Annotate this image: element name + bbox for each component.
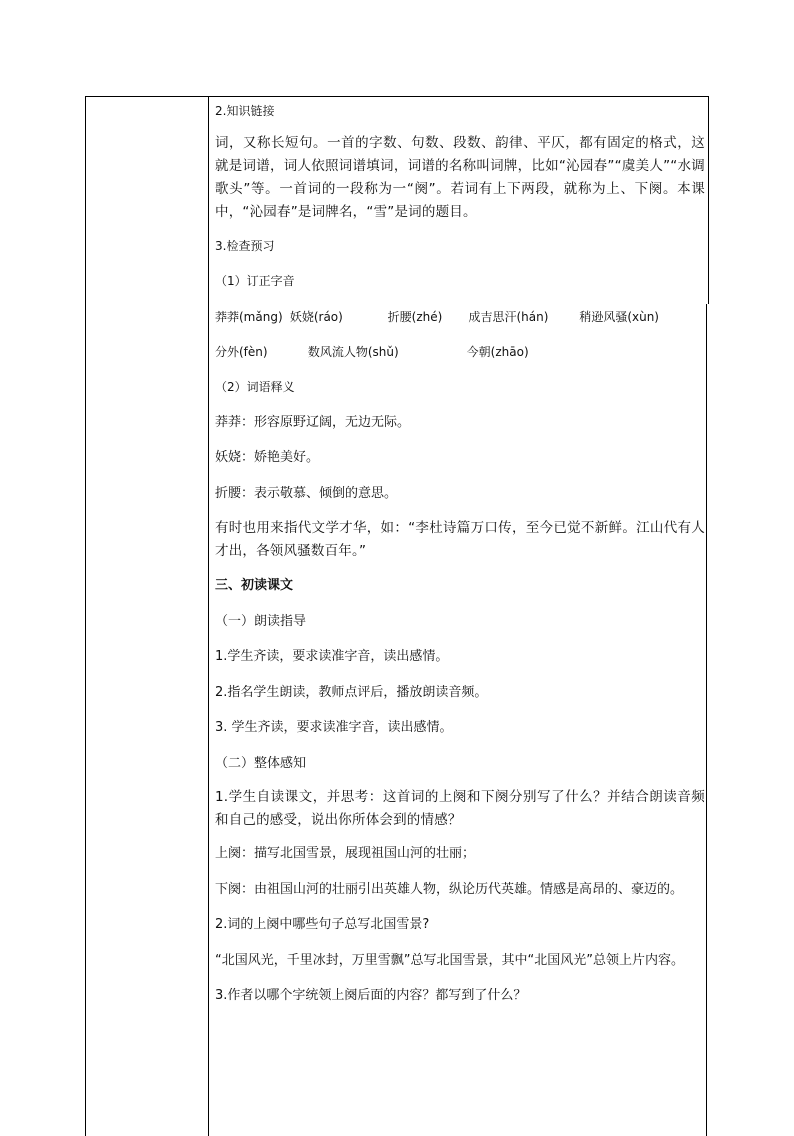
pronunciation-item: 妖娆(ráo)	[289, 310, 343, 324]
pronunciation-item: 今朝(zhāo)	[466, 345, 529, 359]
reading-step-3: 3. 学生齐读，要求读准字音，读出感情。	[215, 720, 453, 735]
question-2: 2.词的上阕中哪些句子总写北国雪景?	[215, 917, 430, 932]
pronunciation-item: 莽莽(mǎng)	[215, 310, 283, 324]
pronunciation-item: 折腰(zhé)	[387, 310, 443, 324]
lesson-table	[85, 96, 709, 1136]
lower-que-summary: 下阕：由祖国山河的壮丽引出英雄人物，纵论历代英雄。情感是高昂的、豪迈的。	[215, 882, 684, 897]
question-3: 3.作者以哪个字统领上阕后面的内容？都写到了什么？	[215, 988, 527, 1003]
pronunciation-item: 数风流人物(shǔ)	[307, 345, 399, 359]
question-2-answer: “北国风光，千里冰封，万里雪飘”总写北国雪景，其中“北国风光”总领上片内容。	[215, 953, 684, 968]
subheading-pronunciation: （1）订正字音	[215, 274, 295, 288]
upper-que-summary: 上阕：描写北国雪景，展现祖国山河的壮丽；	[215, 846, 476, 861]
subheading-reading-guidance: （一）朗读指导	[215, 614, 307, 629]
part-heading-first-reading: 三、初读课文	[215, 578, 294, 593]
section-heading-preview: 3.检查预习	[215, 239, 275, 253]
table-right-border	[708, 96, 709, 304]
pronunciation-row-1	[215, 309, 659, 325]
reading-step-2: 2.指名学生朗读，教师点评后，播放朗读音频。	[215, 685, 488, 700]
pronunciation-item: 成吉思汗(hán)	[468, 310, 549, 324]
pronunciation-item: 稍逊风骚(xùn)	[579, 310, 659, 324]
definition-yaorao: 妖娆：娇艳美好。	[215, 450, 320, 465]
table-right-border-lower	[706, 304, 707, 1136]
section-heading-knowledge: 2.知识链接	[215, 104, 275, 118]
subheading-definitions: （2）词语释义	[215, 380, 295, 394]
pronunciation-item: 分外(fèn)	[215, 345, 268, 359]
reading-step-1: 1.学生齐读，要求读准字音，读出感情。	[215, 649, 449, 664]
subheading-overall-perception: （二）整体感知	[215, 756, 307, 771]
definition-mangmang: 莽莽：形容原野辽阔，无边无际。	[215, 415, 411, 430]
pronunciation-row-2	[215, 344, 529, 360]
table-column-divider	[208, 96, 209, 1136]
fengsao-paragraph: 有时也用来指代文学才华，如：“李杜诗篇万口传，至今已觉不新鲜。江山代有人才出，各领风骚数百年。”	[215, 520, 705, 559]
knowledge-paragraph: 词，又称长短句。一首的字数、句数、段数、韵律、平仄，都有固定的格式，这就是词谱，词人依照词谱填词，词谱的名称叫词牌，比如“沁园春”“虞美人”“水调歌头”等。一首词的一段称为一“阕”。若词有上下两段，就称为上、下阕。本课中，“沁园春”是词牌名，“雪”是词的题目。	[215, 135, 705, 220]
definition-zheyao: 折腰：表示敬慕、倾倒的意思。	[215, 486, 398, 501]
question-1-paragraph: 1.学生自读课文，并思考：这首词的上阕和下阕分别写了什么？并结合朗读音频和自己的感受，说出你所体会到的情感？	[215, 789, 705, 828]
